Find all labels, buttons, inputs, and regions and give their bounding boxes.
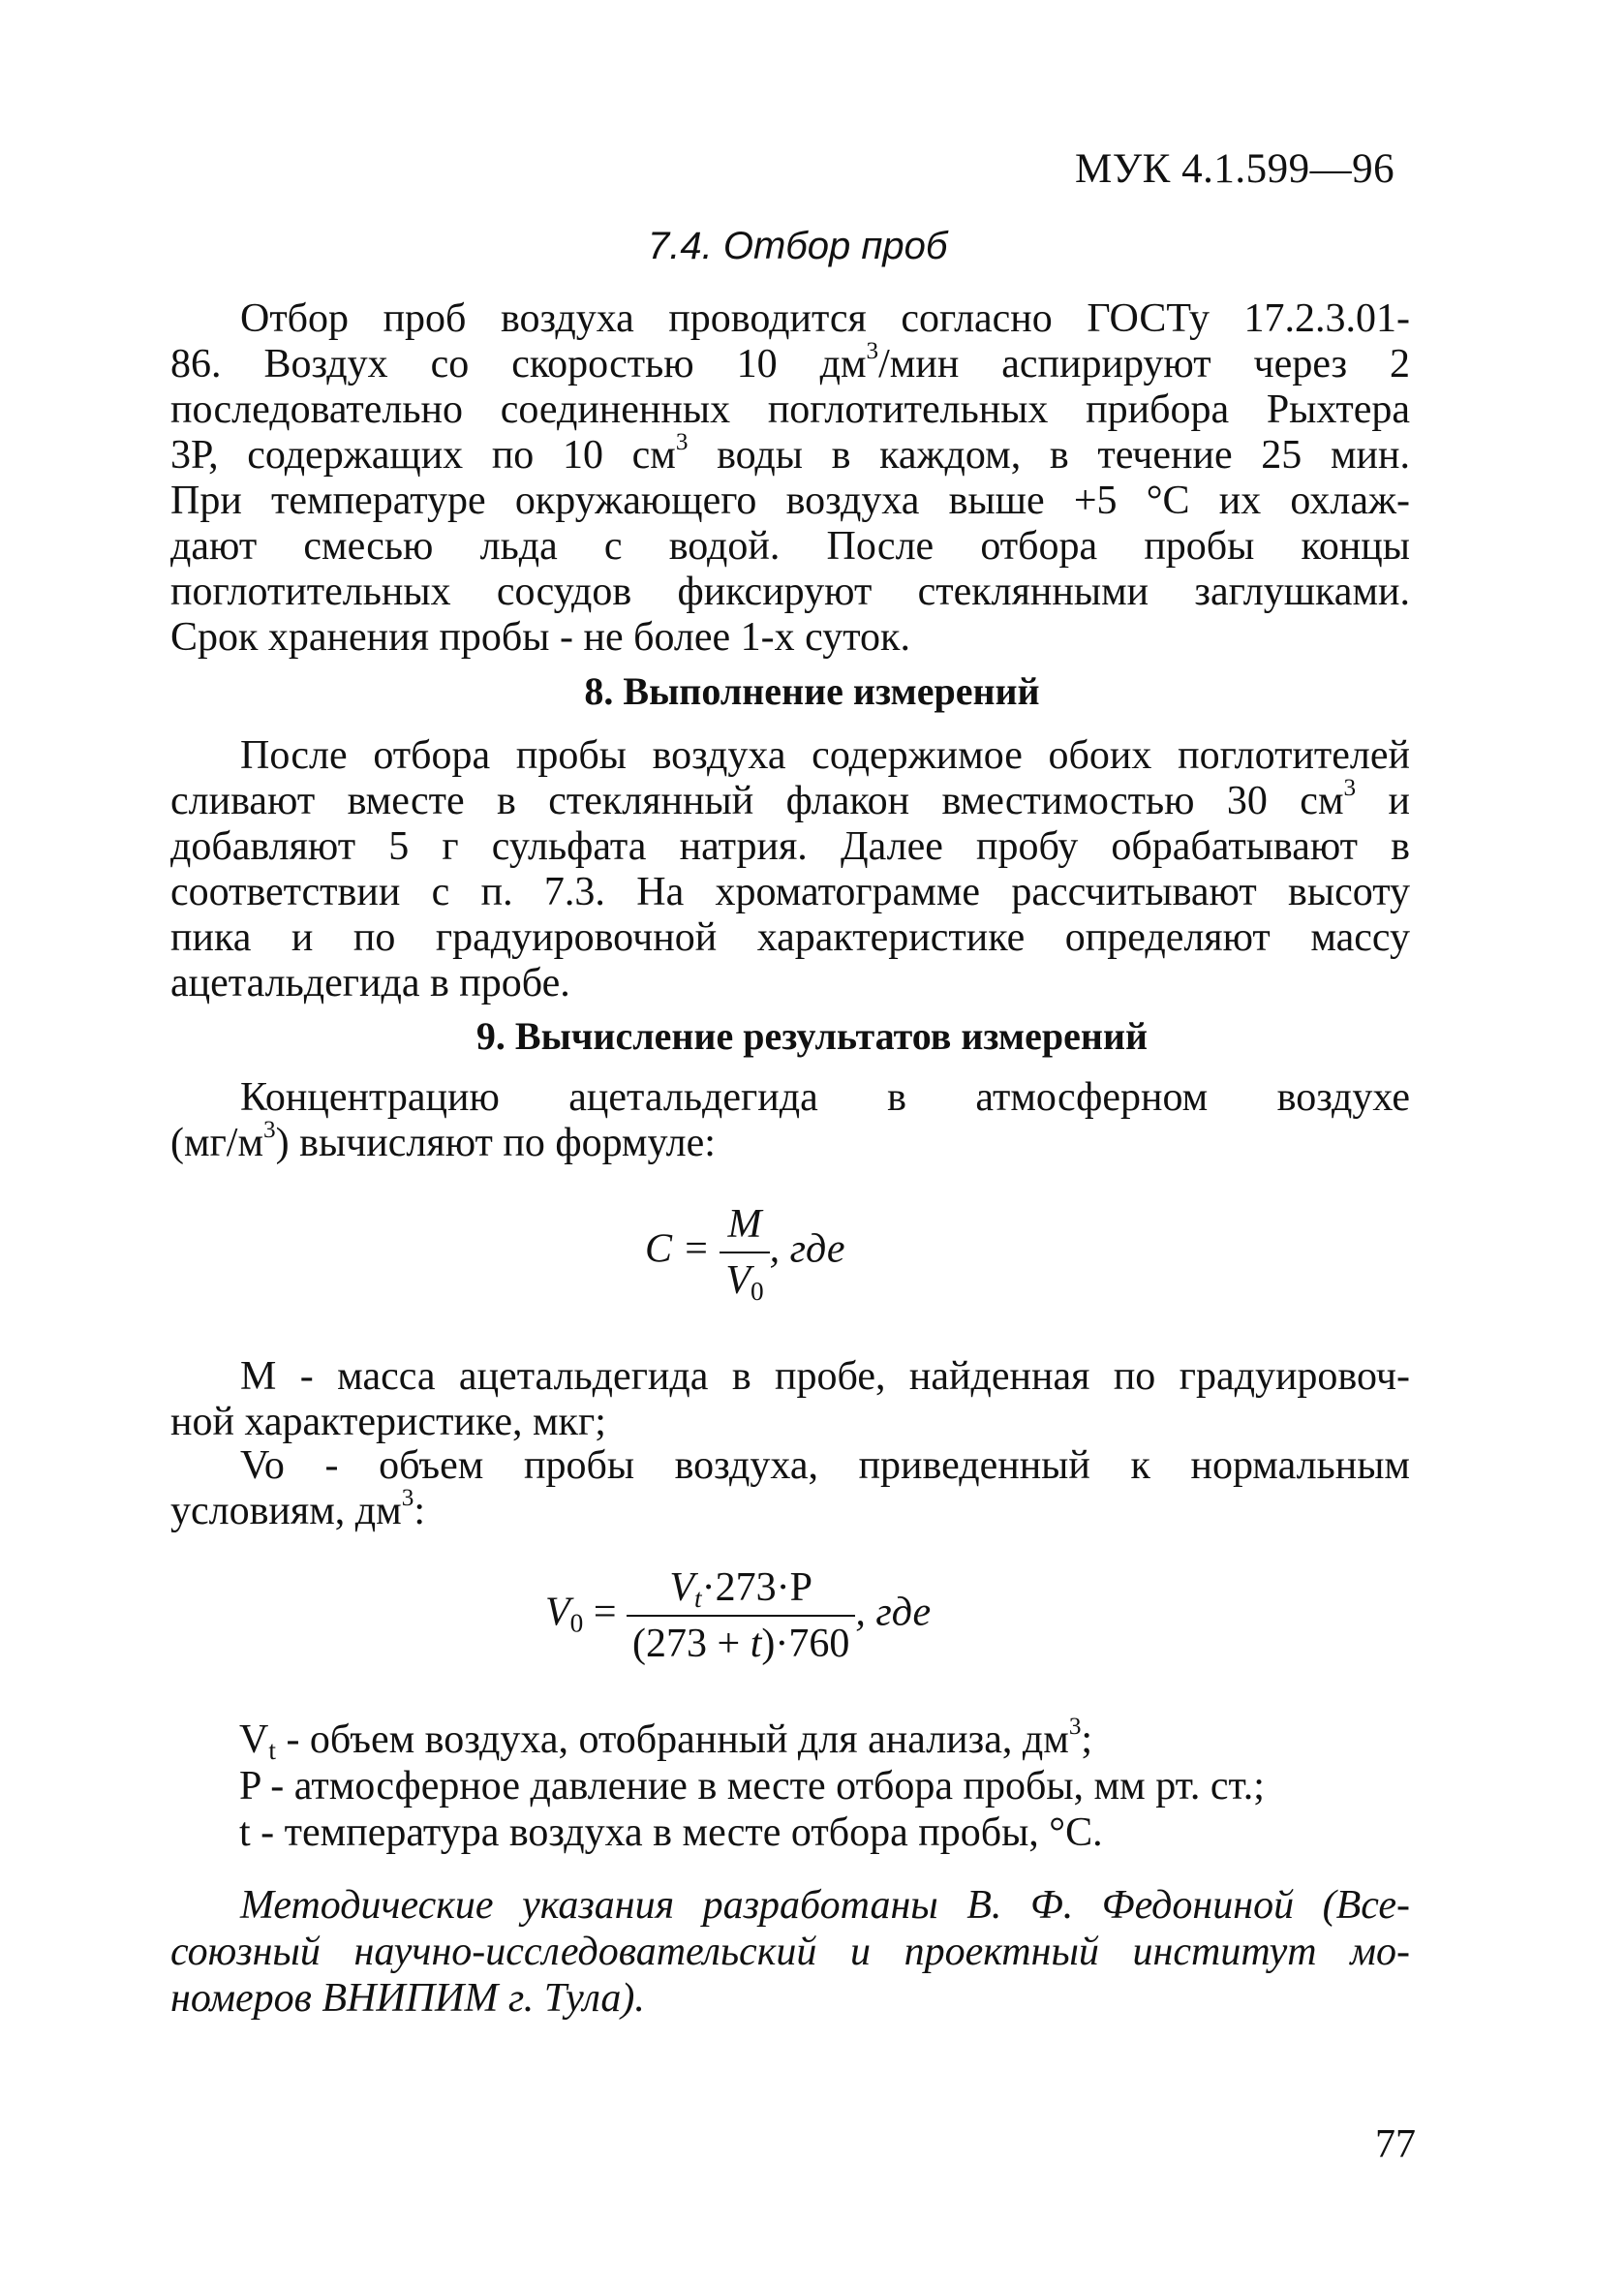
variable-p: P - атмосферное давление в месте отбора пробы, мм рт. ст.;	[239, 1764, 1265, 1809]
text-line: пика и по градуировочной характеристике определяют массу	[170, 915, 1410, 960]
formula-fraction: $\frac{M}{V_0}$	[720, 1201, 769, 1304]
text-line: сливают вместе в стеклянный флакон вместимостью 30 $см^3$ и	[170, 775, 1410, 823]
section-7-4-paragraph	[170, 296, 1410, 661]
section-9-title: 9. Вычисление результатов измерений	[475, 1014, 1149, 1058]
section-8-title: 8. Выполнение измерений	[584, 669, 1040, 713]
variable-list	[239, 1716, 1265, 1856]
text-line: ацетальдегида в пробе.	[170, 961, 570, 1005]
formula-fraction: $\frac{V_t\cdot 273\cdot P}{(273 + t)\cdot 760}$	[627, 1564, 855, 1667]
text-line: Методические указания разработаны В. Ф. Федониной (Все-	[240, 1883, 1410, 1928]
variable-vt: $V_t$ - объем воздуха, отобранный для анализа, $дм^3$;	[239, 1714, 1093, 1765]
document-code: МУК 4.1.599—96	[1075, 146, 1395, 192]
text-line: последовательно соединенных поглотительных прибора Рыхтера	[170, 387, 1410, 432]
text-line: Срок хранения пробы - не более 1-х суток.	[170, 615, 910, 660]
text-line: поглотительных сосудов фиксируют стеклянными заглушками.	[170, 570, 1410, 614]
text-line: дают смесью льда с водой. После отбора пробы концы	[170, 524, 1410, 569]
text-line: При температуре окружающего воздуха выше +5 °С их охлаж-	[170, 479, 1410, 523]
volume-formula: $V_0$ = $\frac{V_t\cdot 273\cdot P}{(273 + t)\cdot 760}$ , где	[545, 1565, 932, 1666]
text-line: Отбор проб воздуха проводится согласно ГОСТу 17.2.3.01-	[240, 296, 1410, 341]
text-line: M - масса ацетальдегида в пробе, найденная по градуировоч-	[240, 1354, 1410, 1399]
v0-definition	[170, 1443, 1410, 1534]
variable-t: t - температура воздуха в месте отбора пробы, °С.	[239, 1810, 1103, 1855]
concentration-formula: C = $\frac{M}{V_0}$ , где	[645, 1202, 845, 1306]
section-8-paragraph	[170, 733, 1410, 1006]
text-line: ной характеристике, мкг;	[170, 1400, 606, 1444]
text-line: союзный научно-исследовательский и проектный институт мо-	[170, 1930, 1410, 1974]
text-line: условиям, $дм^3$:	[170, 1485, 426, 1533]
text-line: 86. Воздух со скоростью 10 $дм^3$/мин аспирируют через 2	[170, 338, 1411, 386]
text-line: После отбора пробы воздуха содержимое обоих поглотителей	[240, 733, 1410, 778]
m-definition	[170, 1354, 1410, 1445]
text-line: добавляют 5 г сульфата натрия. Далее пробу обрабатывают в	[170, 824, 1410, 869]
text-line: Vo - объем пробы воздуха, приведенный к нормальным	[240, 1443, 1410, 1488]
text-line: соответствии с п. 7.3. На хроматограмме рассчитывают высоту	[170, 870, 1410, 914]
text-line: 3Р, содержащих по 10 $см^3$ воды в каждом, в течение 25 мин.	[170, 429, 1410, 478]
page-number: 77	[1375, 2122, 1416, 2167]
author-note	[170, 1882, 1410, 2022]
section-7-4-title: 7.4. Отбор проб	[648, 225, 948, 267]
text-line: $(мг/м^3)$ вычисляют по формуле:	[170, 1117, 716, 1165]
text-line: Концентрацию ацетальдегида в атмосферном воздухе	[240, 1075, 1410, 1120]
text-line: номеров ВНИПИМ г. Тула).	[170, 1976, 645, 2021]
section-9-intro	[170, 1075, 1410, 1166]
